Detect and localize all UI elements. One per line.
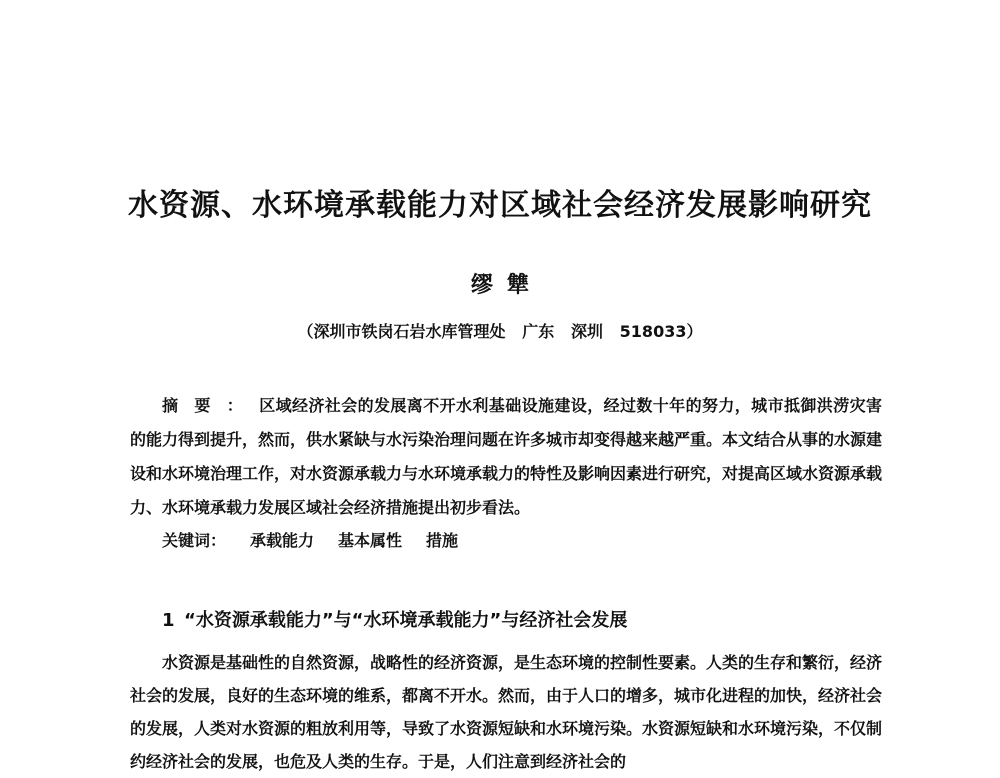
section-title: “水资源承载能力”与“水环境承载能力”与经济社会发展 — [184, 610, 628, 631]
keyword-item: 措施 — [426, 531, 459, 550]
keywords-label: 关键词： — [162, 531, 227, 550]
author-name: 缪犨 — [470, 273, 543, 298]
author-affiliation: （深圳市铁岗石岩水库管理处 广东 深圳 518033） — [297, 322, 703, 341]
section-paragraph: 水资源是基础性的自然资源，战略性的经济资源，是生态环境的控制性要素。人类的生存和繁衍，经济社会的发展，良好的生态环境的维系，都离不开水。然而，由于人口的增多，城市化进程的加快，经济社会的发展，人类对水资源的粗放利用等，导致了水资源短缺和水环境污染。水资源短缺和水环境污染，不仅制约经济社会的发展，也危及人类的生存。于是，人们注意到经济社会的 — [130, 653, 883, 771]
section-heading — [162, 606, 627, 636]
section-number: 1 — [162, 610, 175, 631]
paper-title: 水资源、水环境承载能力对区域社会经济发展影响研究 — [128, 188, 872, 223]
keywords — [162, 524, 458, 558]
keyword-item: 承载能力 — [250, 531, 315, 550]
abstract-label: 摘要： — [162, 396, 260, 415]
abstract — [130, 389, 882, 525]
abstract-text: 区域经济社会的发展离不开水利基础设施建设，经过数十年的努力，城市抵御洪涝灾害的能力得到提升，然而，供水紧缺与水污染治理问题在许多城市却变得越来越严重。本文结合从事的水源建设和水环境治理工作，对水资源承载力与水环境承载力的特性及影响因素进行研究，对提高区域水资源承载力、水环境承载力发展区域社会经济措施提出初步看法。 — [130, 396, 883, 517]
keyword-item: 基本属性 — [338, 531, 403, 550]
